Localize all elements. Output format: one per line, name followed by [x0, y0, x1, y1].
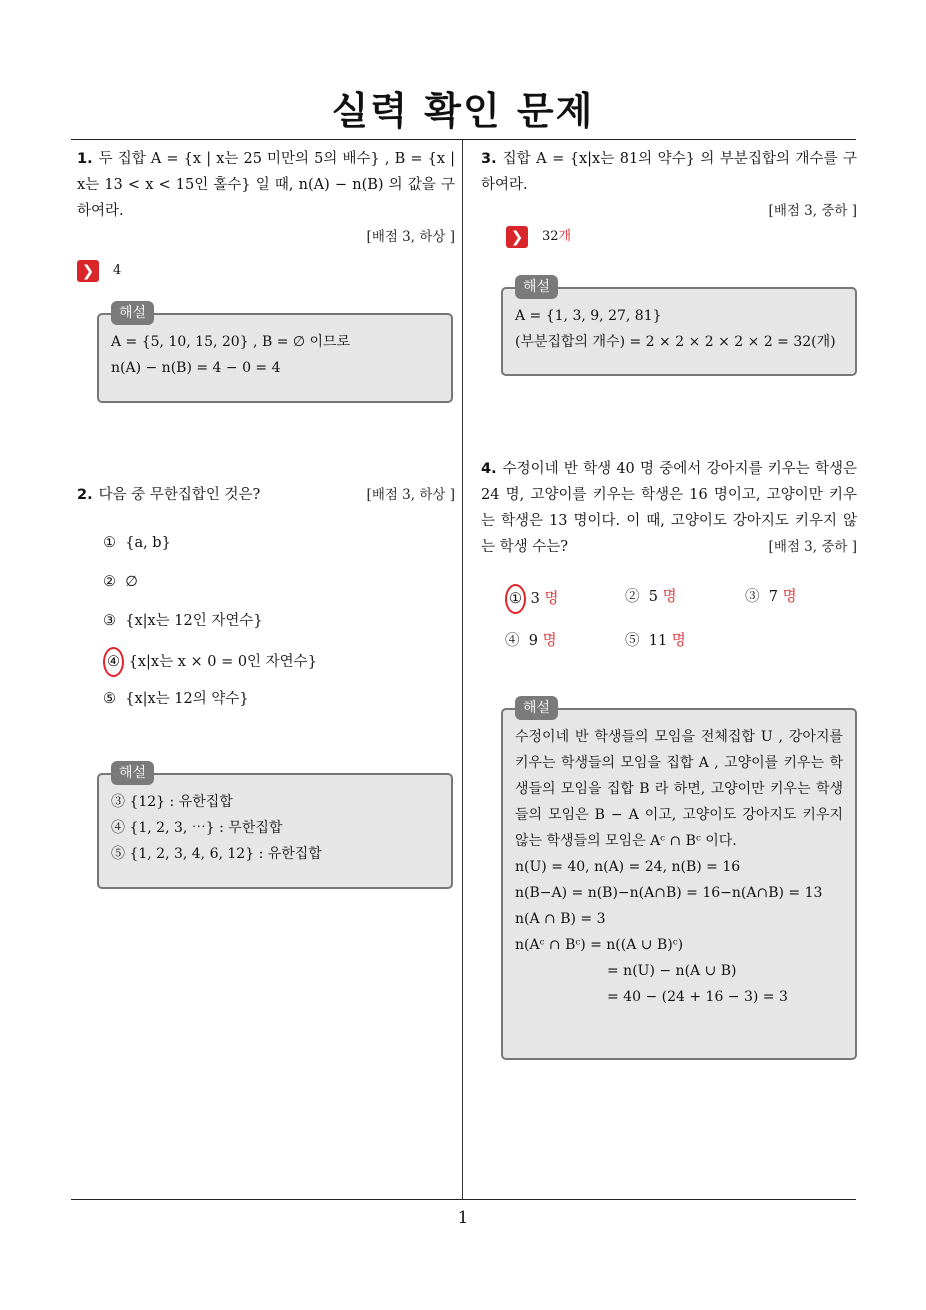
choice-unit: 명 — [542, 633, 557, 649]
score-level: [배점 3, 중하 ] — [768, 539, 857, 555]
choice-mark: ③ — [745, 589, 760, 605]
answer-value: 32 — [542, 229, 559, 244]
solution-box-3 — [501, 279, 857, 376]
solution-tag: 해설 — [111, 301, 154, 325]
choice-4-selected[interactable] — [103, 647, 455, 686]
choice-mark: ④ — [505, 633, 520, 649]
question-body: 다음 중 무한집합인 것은? — [98, 487, 261, 503]
answer-row — [77, 258, 455, 284]
solution-box-1 — [97, 305, 453, 403]
choice-text: {a, b} — [125, 535, 171, 551]
choice-num: 3 — [530, 591, 540, 607]
choice-num: 9 — [528, 633, 538, 649]
page-title: 실력 확인 문제 — [331, 89, 595, 133]
question-number: 1. — [77, 151, 93, 167]
solution-line: A = {1, 3, 9, 27, 81} — [515, 308, 662, 324]
choice-num: 11 — [648, 633, 668, 649]
choice-3[interactable] — [745, 584, 865, 614]
solution-line: ③ {12} : 유한집합 — [111, 794, 233, 810]
solution-line: n(B−A) = n(B)−n(A∩B) = 16−n(A∩B) = 13 — [515, 885, 823, 901]
question-1-text — [77, 146, 455, 224]
choice-text: {x|x는 12의 약수} — [125, 691, 249, 707]
question-number: 3. — [481, 151, 497, 167]
choice-text: {x|x는 12인 자연수} — [125, 613, 263, 629]
question-1 — [77, 146, 455, 284]
column-divider — [462, 140, 463, 1200]
choice-unit: 명 — [544, 591, 559, 607]
score-level: [배점 3, 하상 ] — [366, 487, 455, 503]
top-rule — [71, 139, 856, 140]
question-2 — [77, 482, 455, 725]
solution-line: n(A) − n(B) = 4 − 0 = 4 — [111, 360, 281, 376]
score-level: [배점 3, 중하 ] — [768, 203, 857, 219]
question-4 — [481, 456, 857, 654]
choice-2[interactable] — [103, 569, 455, 608]
question-3-text — [481, 146, 857, 198]
answer-arrow-icon: ❯ — [77, 260, 99, 282]
answer-unit: 개 — [558, 229, 572, 244]
solution-line: n(Aᶜ ∩ Bᶜ) = n((A ∪ B)ᶜ) — [515, 937, 684, 953]
choice-num: 7 — [768, 589, 778, 605]
solution-paragraph: 수정이네 반 학생들의 모임을 전체집합 U , 강아지를 키우는 학생들의 모임을 집합 A , 고양이를 키우는 학생들의 모임을 집합 B 라 하면, 고양이만 키우는 학생들의 모임은 B − A 이고, 고양이도 강아지도 키우지 않는 학생들의 모임은 Aᶜ ∩ Bᶜ 이다. — [515, 729, 843, 849]
choice-2[interactable] — [625, 584, 745, 614]
bottom-rule — [71, 1199, 856, 1200]
solution-tag: 해설 — [111, 761, 154, 785]
choice-1[interactable] — [103, 530, 455, 569]
answer-arrow-icon: ❯ — [506, 226, 528, 248]
question-3 — [481, 146, 857, 250]
solution-line: A = {5, 10, 15, 20} , B = ∅ 이므로 — [111, 334, 351, 350]
choice-3[interactable] — [103, 608, 455, 647]
choice-unit: 명 — [782, 589, 797, 605]
question-number: 2. — [77, 487, 93, 503]
solution-box-2 — [97, 765, 453, 889]
choice-mark: ⑤ — [103, 691, 116, 707]
choice-unit: 명 — [662, 589, 677, 605]
choice-mark: ① — [505, 584, 526, 614]
solution-line: n(A ∩ B) = 3 — [515, 911, 606, 927]
question-body: 두 집합 A = {x | x는 25 미만의 5의 배수} , B = {x | x는 13 < x < 15인 홀수} 일 때, n(A) − n(B) 의 값을 구하여라. — [77, 151, 455, 219]
solution-line: = n(U) − n(A ∪ B) — [607, 963, 737, 979]
choice-list — [77, 530, 455, 725]
choice-5[interactable] — [625, 628, 745, 654]
choice-mark: ⑤ — [625, 633, 640, 649]
score-level: [배점 3, 하상 ] — [366, 229, 455, 245]
choice-mark: ① — [103, 535, 116, 551]
choice-unit: 명 — [671, 633, 686, 649]
solution-line: (부분집합의 개수) = 2 × 2 × 2 × 2 × 2 = 32(개) — [515, 334, 836, 350]
choice-mark: ③ — [103, 613, 116, 629]
choice-text: {x|x는 x × 0 = 0인 자연수} — [128, 654, 317, 670]
solution-box-4 — [501, 700, 857, 1060]
choice-mark: ② — [103, 574, 116, 590]
choice-mark: ② — [625, 589, 640, 605]
solution-line: ⑤ {1, 2, 3, 4, 6, 12} : 유한집합 — [111, 846, 322, 862]
solution-line: n(U) = 40, n(A) = 24, n(B) = 16 — [515, 859, 741, 875]
choice-text: ∅ — [125, 574, 138, 590]
question-number: 4. — [481, 461, 497, 477]
choice-grid — [481, 584, 857, 654]
question-body: 수정이네 반 학생 40 명 중에서 강아지를 키우는 학생은 24 명, 고양이를 키우는 학생은 16 명이고, 고양이만 키우는 학생은 13 명이다. 이 때, 고양이도 강아지도 키우지 않는 학생 수는? — [481, 461, 857, 555]
choice-4[interactable] — [505, 628, 625, 654]
solution-line: ④ {1, 2, 3, ⋯} : 무한집합 — [111, 820, 283, 836]
choice-1-selected[interactable] — [505, 584, 625, 614]
choice-mark: ④ — [103, 647, 124, 677]
question-body: 집합 A = {x|x는 81의 약수} 의 부분집합의 개수를 구하여라. — [481, 151, 857, 193]
answer-row — [481, 224, 857, 250]
page-number: 1 — [457, 1208, 469, 1228]
solution-tag: 해설 — [515, 696, 558, 720]
answer-value: 4 — [113, 263, 122, 278]
solution-tag: 해설 — [515, 275, 558, 299]
choice-num: 5 — [648, 589, 658, 605]
choice-5[interactable] — [103, 686, 455, 725]
solution-line: = 40 − (24 + 16 − 3) = 3 — [607, 989, 788, 1005]
